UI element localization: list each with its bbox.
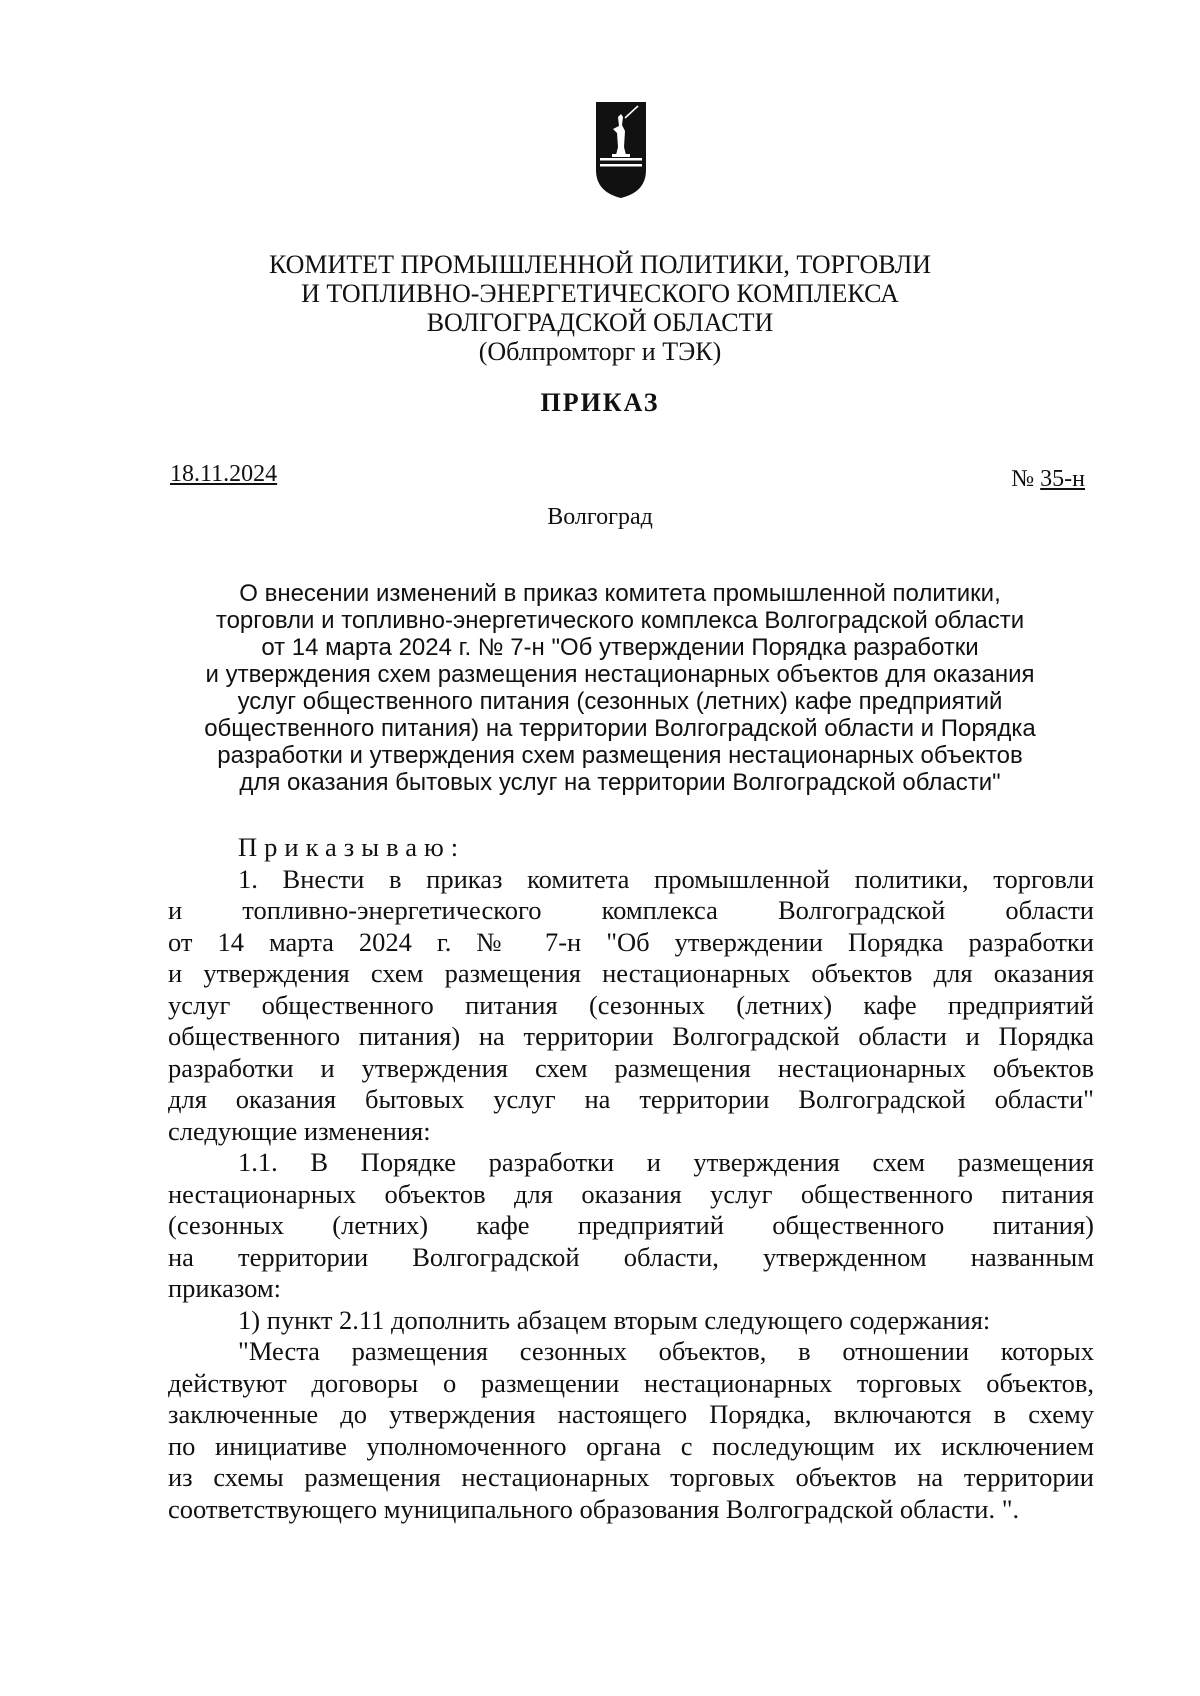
body-line: из схемы размещения нестационарных торговых объектов на территории [168,1462,1094,1492]
order-subject [160,580,1080,796]
header-line: ВОЛГОГРАДСКОЙ ОБЛАСТИ [426,308,774,337]
body-line: 1. Внести в приказ комитета промышленной политики, торговли [238,863,1094,894]
header-line: КОМИТЕТ ПРОМЫШЛЕННОЙ ПОЛИТИКИ, ТОРГОВЛИ [268,250,932,279]
body-line: соответствующего муниципального образования Волгоградской области. ". [168,1493,1020,1524]
header-line: (Облпромторг и ТЭК) [478,337,722,366]
subject-line: от 14 марта 2024 г. № 7-н "Об утверждении Порядка разработки [261,634,979,661]
subject-line: и утверждения схем размещения нестационарных объектов для оказания [205,661,1035,688]
order-title: ПРИКАЗ [540,388,660,417]
body-line: разработки и утверждения схем размещения нестационарных объектов [168,1052,1094,1083]
header-line: И ТОПЛИВНО-ЭНЕРГЕТИЧЕСКОГО КОМПЛЕКСА [301,279,899,308]
body-line: для оказания бытовых услуг на территории Волгоградской области" [168,1084,1094,1114]
body-line: по инициативе уполномоченного органа с последующим их исключением [168,1430,1094,1461]
subject-line: общественного питания) на территории Волгоградской области и Порядка [204,715,1036,742]
body-line: и топливно-энергетического комплекса Волгоградской области [168,895,1094,925]
order-body [168,832,1094,1525]
body-line: 1) пункт 2.11 дополнить абзацем вторым следующего содержания: [238,1304,991,1335]
subject-line: О внесении изменений в приказ комитета промышленной политики, [239,580,1001,607]
body-line: и утверждения схем размещения нестационарных объектов для оказания [168,958,1094,988]
body-line: от 14 марта 2024 г. № 7-н "Об утверждении Порядка разработки [168,926,1094,957]
body-line: общественного питания) на территории Волгоградской области и Порядка [168,1021,1094,1051]
committee-header [0,250,1200,366]
order-date: 18.11.2024 [170,461,278,487]
body-line: приказом: [168,1273,282,1303]
subject-line: разработки и утверждения схем размещения нестационарных объектов [217,742,1023,769]
body-order-word: Приказываю: [238,832,466,862]
coat-of-arms-emblem-icon [592,100,650,200]
order-number-value: 35-н [1040,466,1085,492]
body-line: нестационарных объектов для оказания услуг общественного питания [168,1178,1094,1209]
body-line: (сезонных (летних) кафе предприятий общественного питания) [168,1210,1094,1240]
order-number [1011,466,1085,493]
body-line: на территории Волгоградской области, утвержденном названным [168,1241,1094,1272]
body-line: действуют договоры о размещении нестационарных торговых объектов, [168,1367,1094,1398]
body-line: заключенные до утверждения настоящего Порядка, включаются в схему [168,1399,1094,1429]
body-line: услуг общественного питания (сезонных (летних) кафе предприятий [168,989,1094,1020]
order-city: Волгоград [547,504,653,530]
body-line: 1.1. В Порядке разработки и утверждения схем размещения [238,1147,1094,1177]
subject-line: услуг общественного питания (сезонных (летних) кафе предприятий [237,688,1003,715]
body-line: следующие изменения: [168,1115,431,1146]
body-line: "Места размещения сезонных объектов, в отношении которых [238,1336,1094,1366]
order-number-prefix: № [1011,466,1041,492]
subject-line: для оказания бытовых услуг на территории Волгоградской области" [239,769,1001,796]
subject-line: торговли и топливно-энергетического комплекса Волгоградской области [215,607,1025,634]
